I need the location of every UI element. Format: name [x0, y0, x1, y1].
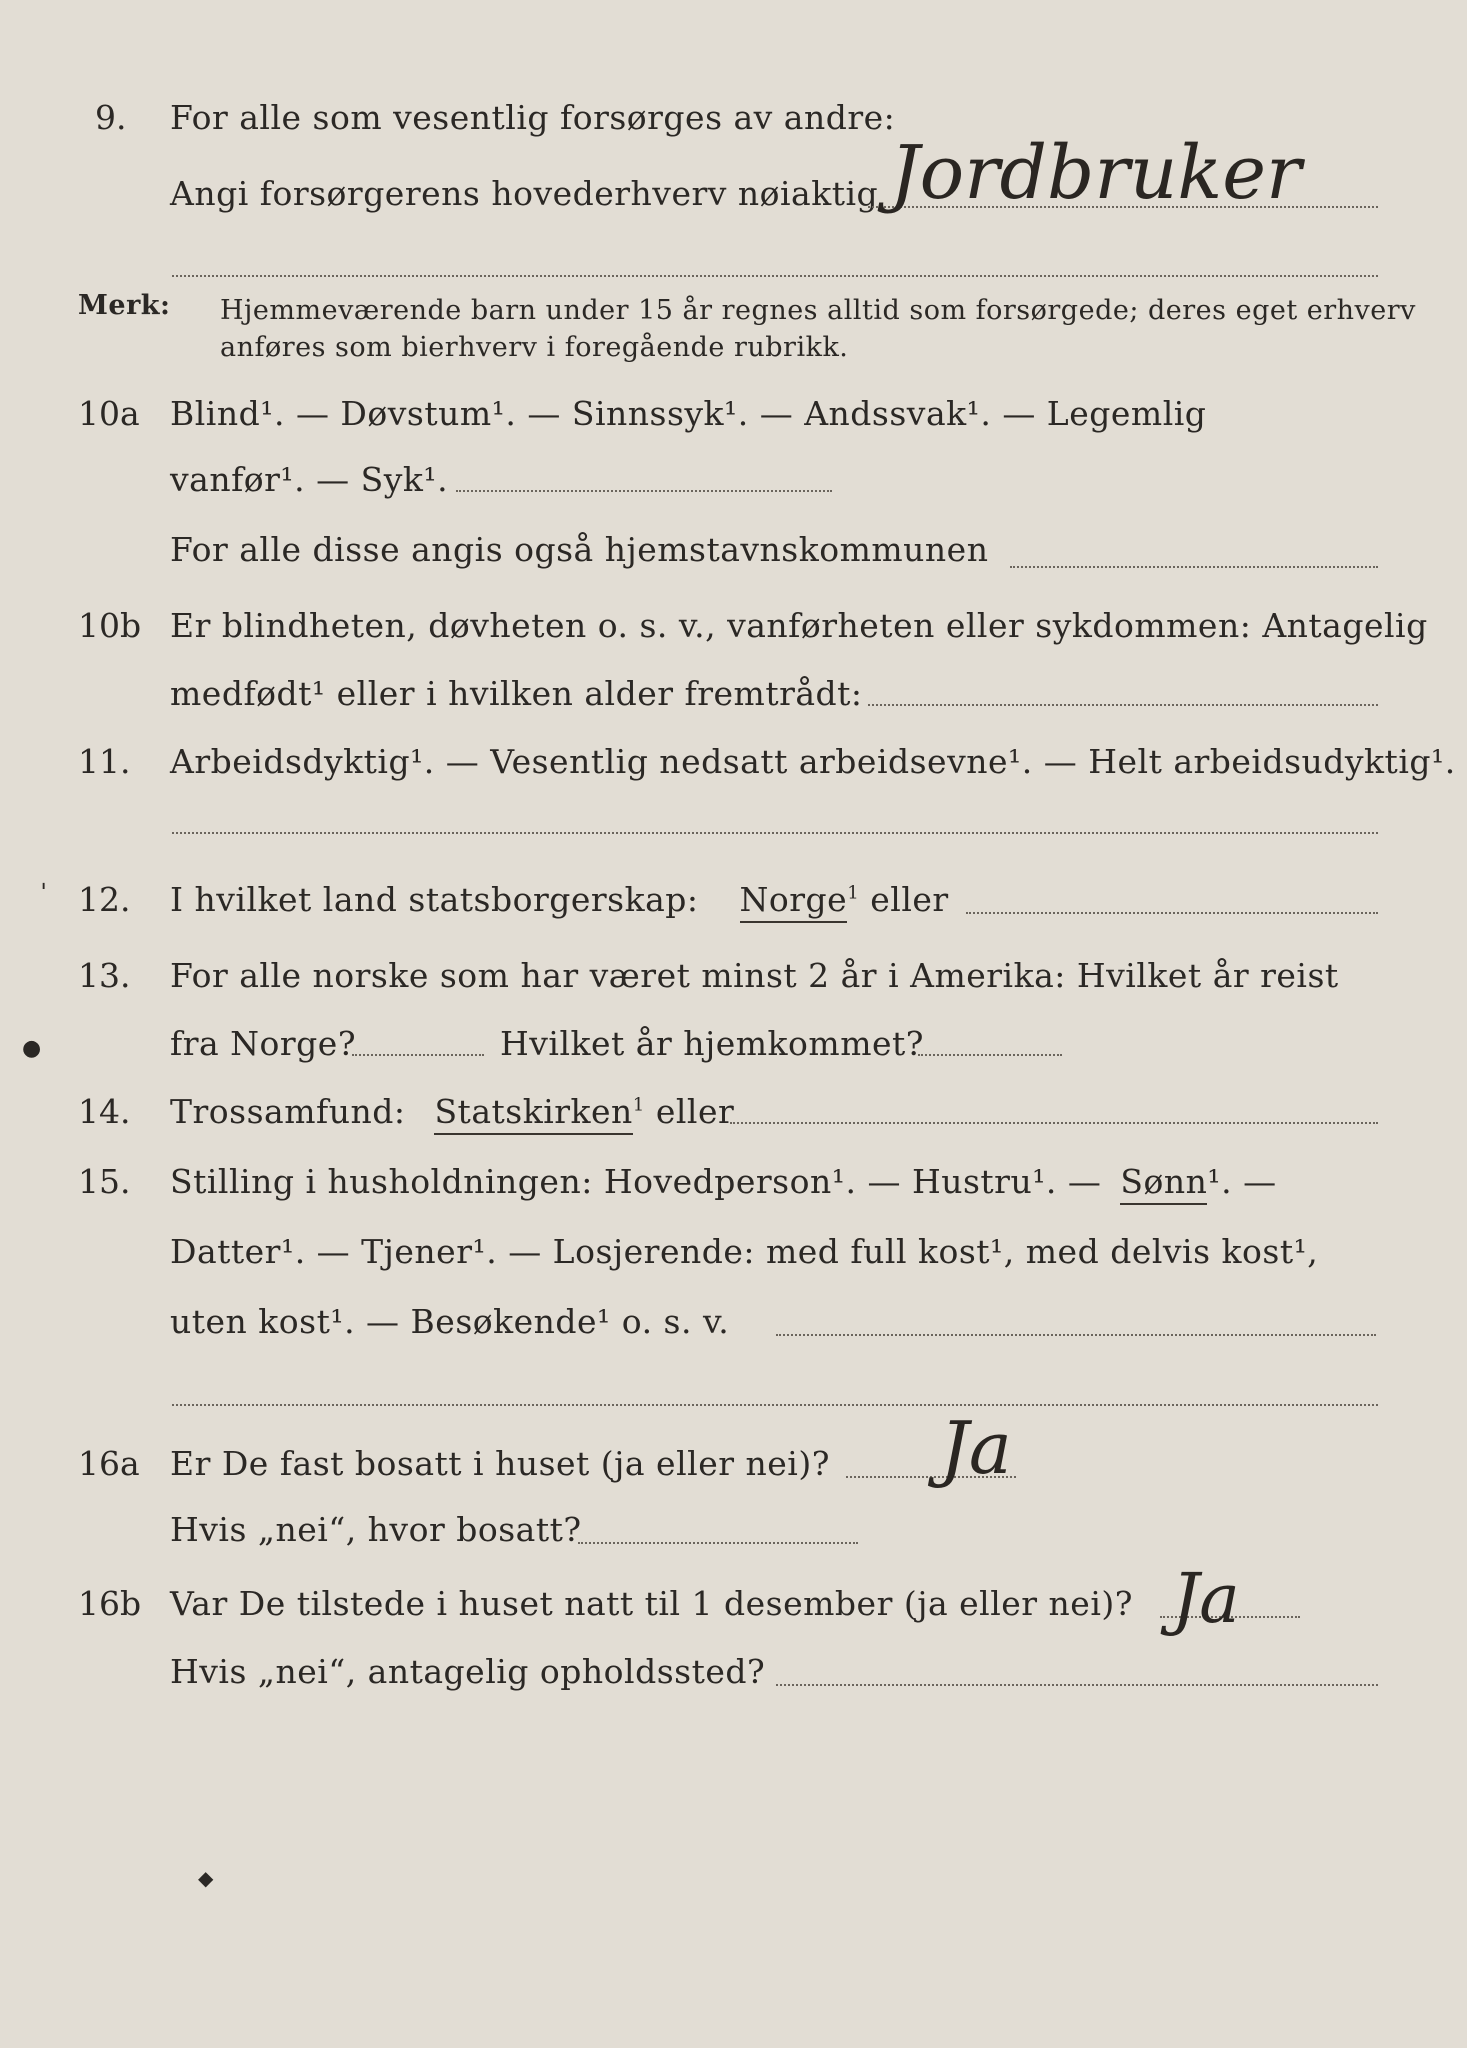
q16a-line2: Hvis „nei“, hvor bosatt?: [170, 1510, 582, 1549]
q16a-handwritten-answer[interactable]: Ja: [940, 1406, 1012, 1490]
q11-answer-line[interactable]: [172, 832, 1378, 834]
q12-eller: eller: [870, 880, 949, 919]
q14-statskirken-option[interactable]: [434, 1092, 632, 1135]
q14-text: Trossamfund: Statskirken$^1$ eller: [170, 1092, 734, 1131]
q15-line1: [170, 1162, 1277, 1201]
q10a-hjemstavn-line[interactable]: [1010, 566, 1378, 568]
q15-line3: uten kost¹. — Besøkende¹ o. s. v.: [170, 1302, 730, 1341]
q10b-answer-line[interactable]: [868, 704, 1378, 706]
q10a-number: 10a: [78, 394, 140, 433]
margin-dot: ●: [22, 1036, 42, 1061]
q10a-line2: vanfør¹. — Syk¹.: [170, 460, 449, 499]
q16b-handwritten-answer[interactable]: Ja: [1172, 1560, 1240, 1639]
q9-number: 9.: [95, 98, 127, 137]
q15-answer-line[interactable]: [776, 1334, 1376, 1336]
q16b-opholdssted-line[interactable]: [776, 1684, 1378, 1686]
q16a-bosatt-line[interactable]: [578, 1542, 858, 1544]
q12-question: I hvilket land statsborgerskap:: [170, 880, 699, 919]
ink-spot: ◆: [198, 1866, 214, 1890]
q13-year-left-line[interactable]: [352, 1054, 484, 1056]
q9-line1: For alle som vesentlig forsørges av andre:: [170, 98, 896, 137]
q14-question: Trossamfund:: [170, 1092, 406, 1131]
q10b-number: 10b: [78, 606, 142, 645]
q13-line1: For alle norske som har været minst 2 år i Amerika: Hvilket år reist: [170, 956, 1339, 995]
q16b-number: 16b: [78, 1584, 142, 1623]
q14-statskirken-label: Statskirken: [434, 1092, 633, 1131]
q14-eller: eller: [655, 1092, 735, 1131]
q11-number: 11.: [78, 742, 131, 781]
q15-line1a: Stilling i husholdningen: Hovedperson¹. — Hustru¹. —: [170, 1162, 1102, 1201]
q12-number: 12.: [78, 880, 131, 919]
q9-line2: Angi forsørgerens hovederhverv nøiaktig: [170, 174, 879, 213]
q16a-number: 16a: [78, 1444, 140, 1483]
q13-line2b: Hvilket år hjemkommet?: [500, 1024, 924, 1063]
q11-line1: Arbeidsdyktig¹. — Vesentlig nedsatt arbeidsevne¹. — Helt arbeidsudyktig¹.: [170, 742, 1456, 781]
merk-line2: anføres som bierhverv i foregående rubrikk.: [220, 332, 849, 363]
q10a-line3: For alle disse angis også hjemstavnskommunen: [170, 530, 989, 569]
merk-label: Merk:: [78, 290, 171, 321]
q12-answer-line[interactable]: [966, 912, 1378, 914]
q16b-line2: Hvis „nei“, antagelig opholdssted?: [170, 1652, 766, 1691]
q16a-line1: Er De fast bosatt i huset (ja eller nei)?: [170, 1444, 830, 1483]
merk-line1: Hjemmeværende barn under 15 år regnes alltid som forsørgede; deres eget erhverv: [220, 295, 1416, 326]
q14-number: 14.: [78, 1092, 131, 1131]
q12-norge-option[interactable]: [740, 880, 848, 923]
q10a-answer-line[interactable]: [456, 490, 832, 492]
q10a-line1: Blind¹. — Døvstum¹. — Sinnssyk¹. — Andssvak¹. — Legemlig: [170, 394, 1207, 433]
q9-extra-line: [172, 275, 1378, 277]
q15-number: 15.: [78, 1162, 131, 1201]
q15-line1b: ¹. —: [1207, 1162, 1277, 1201]
q14-answer-line[interactable]: [730, 1122, 1378, 1124]
q16b-line1: Var De tilstede i huset natt til 1 desember (ja eller nei)?: [170, 1584, 1133, 1623]
q15-sonn-option[interactable]: [1120, 1162, 1207, 1205]
q15-sonn-label: Sønn: [1120, 1162, 1208, 1201]
margin-mark: ˈ: [40, 880, 48, 910]
q10b-line2: medfødt¹ eller i hvilken alder fremtrådt:: [170, 674, 863, 713]
q12-text: I hvilket land statsborgerskap: Norge$^1$ eller: [170, 880, 949, 919]
q15-extra-line[interactable]: [172, 1404, 1378, 1406]
q13-year-returned-line[interactable]: [918, 1054, 1062, 1056]
q13-number: 13.: [78, 956, 131, 995]
q10b-line1: Er blindheten, døvheten o. s. v., vanførheten eller sykdommen: Antagelig: [170, 606, 1428, 645]
q9-handwritten-answer[interactable]: Jordbruker: [890, 130, 1302, 216]
q12-norge-label: Norge: [739, 880, 848, 919]
q13-line2a: fra Norge?: [170, 1024, 357, 1063]
q15-line2: Datter¹. — Tjener¹. — Losjerende: med full kost¹, med delvis kost¹,: [170, 1232, 1319, 1271]
